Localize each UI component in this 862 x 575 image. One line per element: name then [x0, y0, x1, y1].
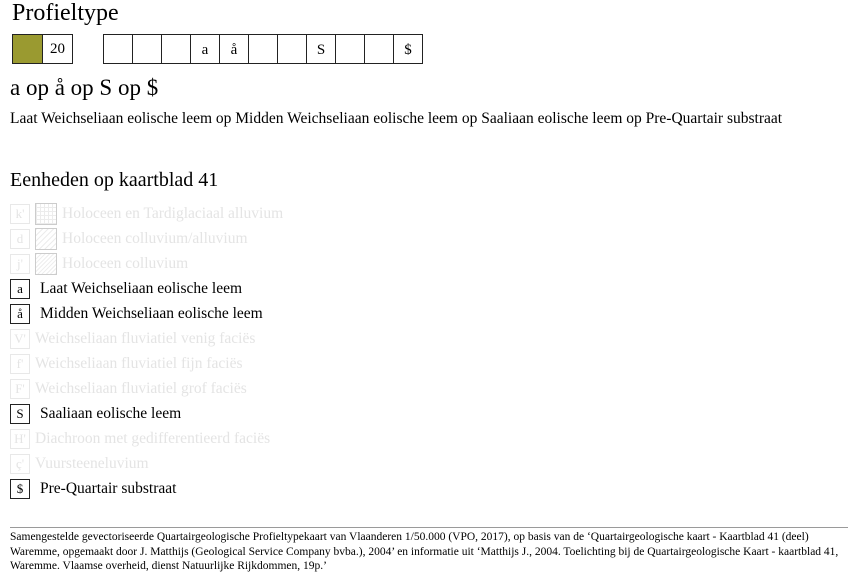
profile-cell [133, 34, 162, 64]
units-heading: Eenheden op kaartblad 41 [10, 169, 219, 191]
profile-count: 20 [43, 34, 73, 64]
legend-label: Weichseliaan fluviatiel venig faciës [35, 329, 256, 347]
legend-key: H' [10, 429, 30, 449]
legend-label: Holoceen en Tardiglaciaal alluvium [62, 204, 284, 222]
profile-cell: å [220, 34, 249, 64]
legend-pattern-icon [35, 228, 57, 250]
legend-item [10, 376, 283, 401]
legend-key: f' [10, 354, 30, 374]
legend-item [10, 276, 283, 301]
profile-cell: $ [394, 34, 423, 64]
profile-cell [336, 34, 365, 64]
legend-label: Saaliaan eolische leem [40, 404, 182, 422]
profile-cells [103, 34, 423, 64]
legend-label: Diachroon met gedifferentieerd faciës [35, 429, 271, 447]
page-title: Profieltype [12, 0, 119, 26]
legend-key: ç' [10, 454, 30, 474]
legend-item [10, 351, 283, 376]
legend-key: å [10, 304, 30, 324]
legend-label: Holoceen colluvium [62, 254, 189, 272]
profile-cell [249, 34, 278, 64]
legend-list [10, 201, 283, 501]
source-footer: Samengestelde gevectoriseerde Quartairgeologische Profieltypekaart van Vlaanderen 1/50.000 (VPO, 2017), op basis van de ‘Quartairgeologische kaart - Kaartblad 41 (deel) Waremme, opgemaakt door J. Matthijs (Geological Service Company bvba.), 2004’ en informatie uit ‘Matthijs J., 2004. Toelichting bij de Quartairgeologische Kaart - kaartblad 41, Waremme. Vlaamse overheid, dienst Natuurlijke Rijkdommen, 19p.’ [10, 531, 839, 572]
legend-key: d [10, 229, 30, 249]
legend-label: Midden Weichseliaan eolische leem [40, 304, 263, 322]
legend-label: Weichseliaan fluviatiel grof faciës [35, 379, 247, 397]
profile-cell [162, 34, 191, 64]
legend-item [10, 251, 283, 276]
legend-key: V' [10, 329, 30, 349]
legend-key: $ [10, 479, 30, 499]
legend-item [10, 451, 283, 476]
legend-key: S [10, 404, 30, 424]
legend-item [10, 326, 283, 351]
legend-label: Laat Weichseliaan eolische leem [40, 279, 243, 297]
legend-key: j' [10, 254, 30, 274]
legend-label: Pre-Quartair substraat [40, 479, 177, 497]
legend-key: F' [10, 379, 30, 399]
legend-item [10, 301, 283, 326]
legend-item [10, 226, 283, 251]
spacer [73, 34, 103, 64]
legend-item [10, 201, 283, 226]
legend-key: k' [10, 204, 30, 224]
legend-item [10, 476, 283, 501]
profile-cell [365, 34, 394, 64]
color-swatch [12, 34, 43, 64]
legend-key: a [10, 279, 30, 299]
profile-cell [278, 34, 307, 64]
legend-label: Holoceen colluvium/alluvium [62, 229, 248, 247]
profile-bar [12, 34, 423, 64]
legend-pattern-icon [35, 253, 57, 275]
legend-pattern-icon [35, 203, 57, 225]
profile-cell: a [191, 34, 220, 64]
profile-cell: S [307, 34, 336, 64]
profile-description: Laat Weichseliaan eolische leem op Midden Weichseliaan eolische leem op Saaliaan eolische leem op Pre-Quartair substraat [10, 110, 783, 127]
legend-item [10, 426, 283, 451]
legend-item [10, 401, 283, 426]
profile-cell [103, 34, 133, 64]
legend-label: Weichseliaan fluviatiel fijn faciës [35, 354, 243, 372]
profile-code: a op å op S op $ [10, 75, 159, 100]
footer-divider [10, 527, 848, 528]
legend-label: Vuursteeneluvium [35, 454, 149, 472]
